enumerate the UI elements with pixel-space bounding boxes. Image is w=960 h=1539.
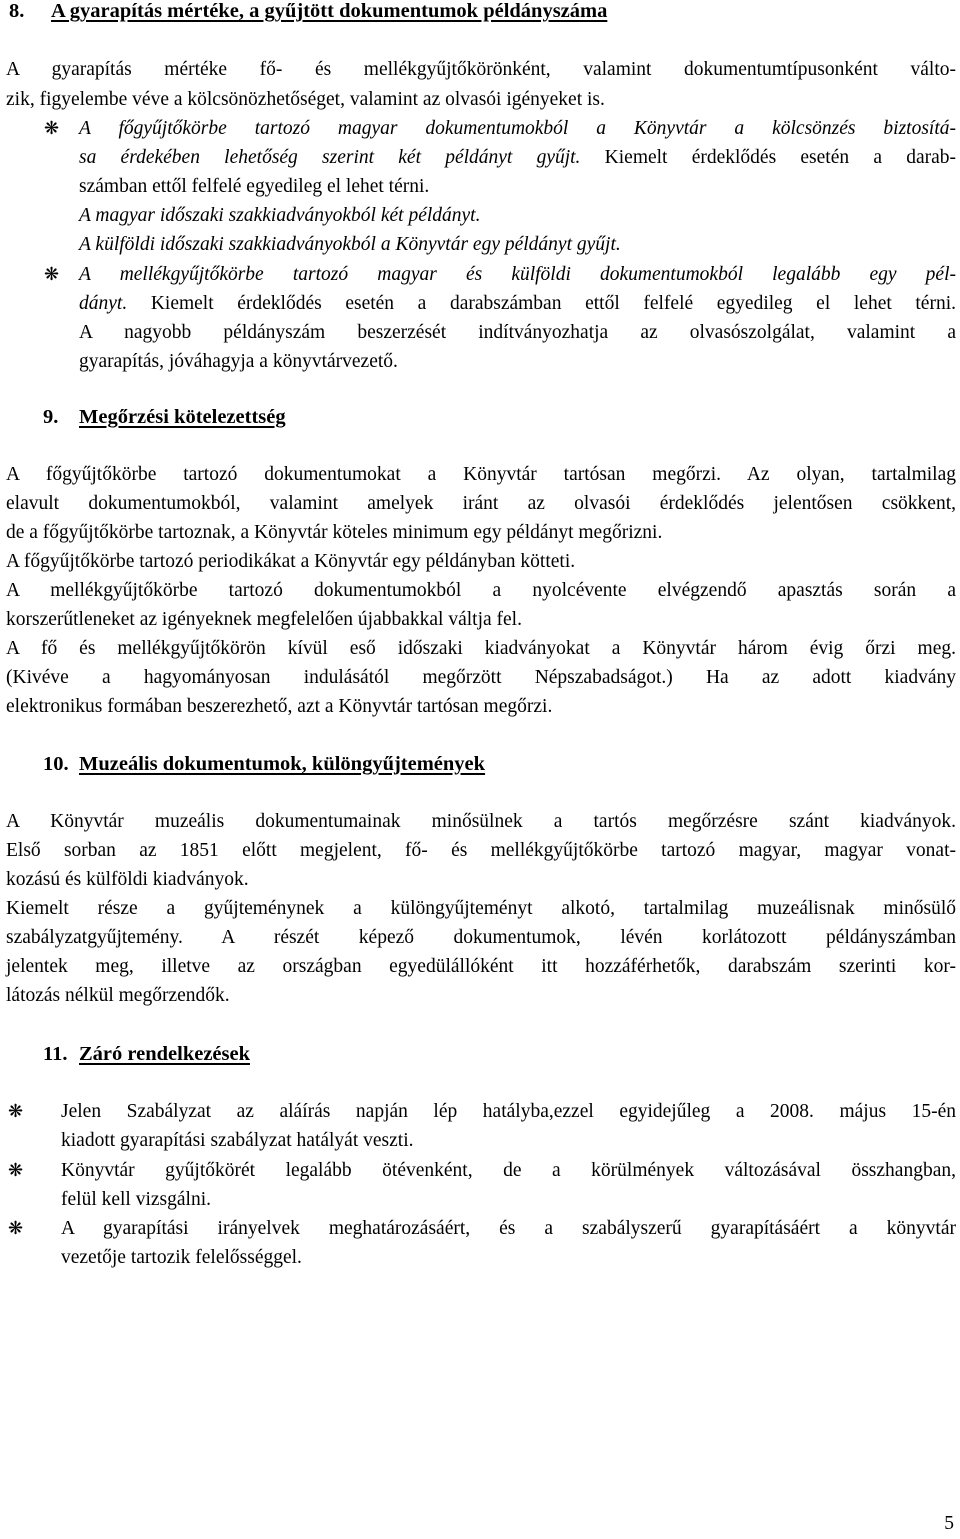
paragraph-line: (Kivéve a hagyományosan indulásától megőrzött Népszabadságot.) Ha az adott kiadvány: [6, 667, 956, 688]
bullet-line: A főgyűjtőkörbe tartozó magyar dokumentumokból a Könyvtár a kölcsönzés biztosítá-: [79, 118, 956, 139]
section-10-heading: [43, 750, 485, 780]
section-title: A gyarapítás mértéke, a gyűjtött dokumentumok példányszáma: [51, 0, 608, 22]
section-title: Muzeális dokumentumok, különgyűjtemények: [79, 753, 486, 775]
section-11-heading: [43, 1040, 250, 1070]
bullet-line: A nagyobb példányszám beszerzését indítványozhatja az olvasószolgálat, valamint a: [79, 322, 956, 343]
paragraph-line: A fő és mellékgyűjtőkörön kívül eső időszaki kiadványokat a Könyvtár három évig őrzi meg.: [6, 638, 956, 659]
paragraph-line: A Könyvtár muzeális dokumentumainak minősülnek a tartós megőrzésre szánt kiadványok.: [6, 811, 956, 832]
section-9-heading: [43, 403, 286, 433]
section-number: 10.: [43, 753, 69, 775]
paragraph-line: látozás nélkül megőrzendők.: [6, 985, 230, 1006]
list-item-line: A gyarapítási irányelvek meghatározásáért, és a szabályszerű gyarapításáért a könyvtár: [61, 1218, 956, 1239]
list-item-line: kiadott gyarapítási szabályzat hatályát veszti.: [61, 1130, 414, 1151]
paragraph-line: Kiemelt része a gyűjteménynek a különgyűjteményt alkotó, tartalmilag muzeálisnak minősülő: [6, 898, 956, 919]
paragraph-line: korszerűtleneket az igényeknek megfelelően újabbakkal váltja fel.: [6, 609, 522, 630]
page-number: 5: [944, 1513, 954, 1534]
section-number: 9.: [43, 406, 59, 428]
paragraph-line: A gyarapítás mértéke fő- és mellékgyűjtőkörönként, valamint dokumentumtípusonként válto-: [6, 59, 956, 80]
paragraph-line: szabályzatgyűjtemény. A részét képező dokumentumok, lévén korlátozott példányszámban: [6, 927, 956, 948]
bullet-line: sa érdekében lehetőség szerint két példányt gyűjt. Kiemelt érdeklődés esetén a darab-: [79, 147, 956, 168]
section-8-heading: [9, 0, 607, 27]
paragraph-line: elavult dokumentumokból, valamint amelyek iránt az olvasói érdeklődés jelentősen csökkent,: [6, 493, 956, 514]
paragraph-line: jelentek meg, illetve az országban egyedülállóként itt hozzáférhetők, darabszám szerinti kor-: [6, 956, 956, 977]
bullet-line: számban ettől felfelé egyedileg el lehet térni.: [79, 176, 430, 197]
bullet-line: A külföldi időszaki szakkiadványokból a Könyvtár egy példányt gyűjt.: [79, 234, 621, 255]
bullet-line: A mellékgyűjtőkörbe tartozó magyar és külföldi dokumentumokból legalább egy pél-: [79, 264, 956, 285]
bullet-line: gyarapítás, jóváhagyja a könyvtárvezető.: [79, 351, 398, 372]
paragraph-line: elektronikus formában beszerezhető, azt a Könyvtár tartósan megőrzi.: [6, 696, 553, 717]
list-item-line: Könyvtár gyűjtőkörét legalább ötévenként, de a körülmények változásával összhangban,: [61, 1160, 956, 1181]
paragraph-line: A mellékgyűjtőkörbe tartozó dokumentumokból a nyolcévente elvégzendő apasztás során a: [6, 580, 956, 601]
paragraph-line: zik, figyelembe véve a kölcsönözhetőséget, valamint az olvasói igényeket is.: [6, 89, 605, 110]
bullet-line: A magyar időszaki szakkiadványokból két példányt.: [79, 205, 481, 226]
asterisk-bullet-icon: ❋: [8, 1101, 24, 1121]
paragraph-line: A főgyűjtőkörbe tartozó periodikákat a Könyvtár egy példányban kötteti.: [6, 551, 576, 572]
paragraph-line: A főgyűjtőkörbe tartozó dokumentumokat a Könyvtár tartósan megőrzi. Az olyan, tartalmilag: [6, 464, 956, 485]
list-item-line: Jelen Szabályzat az aláírás napján lép hatályba,ezzel egyidejűleg a 2008. május 15-én: [61, 1101, 956, 1122]
list-item-line: felül kell vizsgálni.: [61, 1189, 212, 1210]
section-title: Záró rendelkezések: [79, 1043, 250, 1065]
paragraph-line: Első sorban az 1851 előtt megjelent, fő- és mellékgyűjtőkörbe tartozó magyar, magyar vonat-: [6, 840, 956, 861]
asterisk-bullet-icon: ❋: [8, 1218, 24, 1238]
section-number: 8.: [9, 0, 25, 22]
list-item-line: vezetője tartozik felelősséggel.: [61, 1247, 302, 1268]
section-title: Megőrzési kötelezettség: [79, 406, 286, 428]
paragraph-line: de a főgyűjtőkörbe tartoznak, a Könyvtár köteles minimum egy példányt megőrizni.: [6, 522, 663, 543]
section-number: 11.: [43, 1043, 68, 1065]
asterisk-bullet-icon: ❋: [44, 264, 60, 284]
bullet-line: dányt. Kiemelt érdeklődés esetén a darabszámban ettől felfelé egyedileg el lehet térni.: [79, 293, 956, 314]
asterisk-bullet-icon: ❋: [44, 118, 60, 138]
asterisk-bullet-icon: ❋: [8, 1160, 24, 1180]
paragraph-line: kozású és külföldi kiadványok.: [6, 869, 249, 890]
